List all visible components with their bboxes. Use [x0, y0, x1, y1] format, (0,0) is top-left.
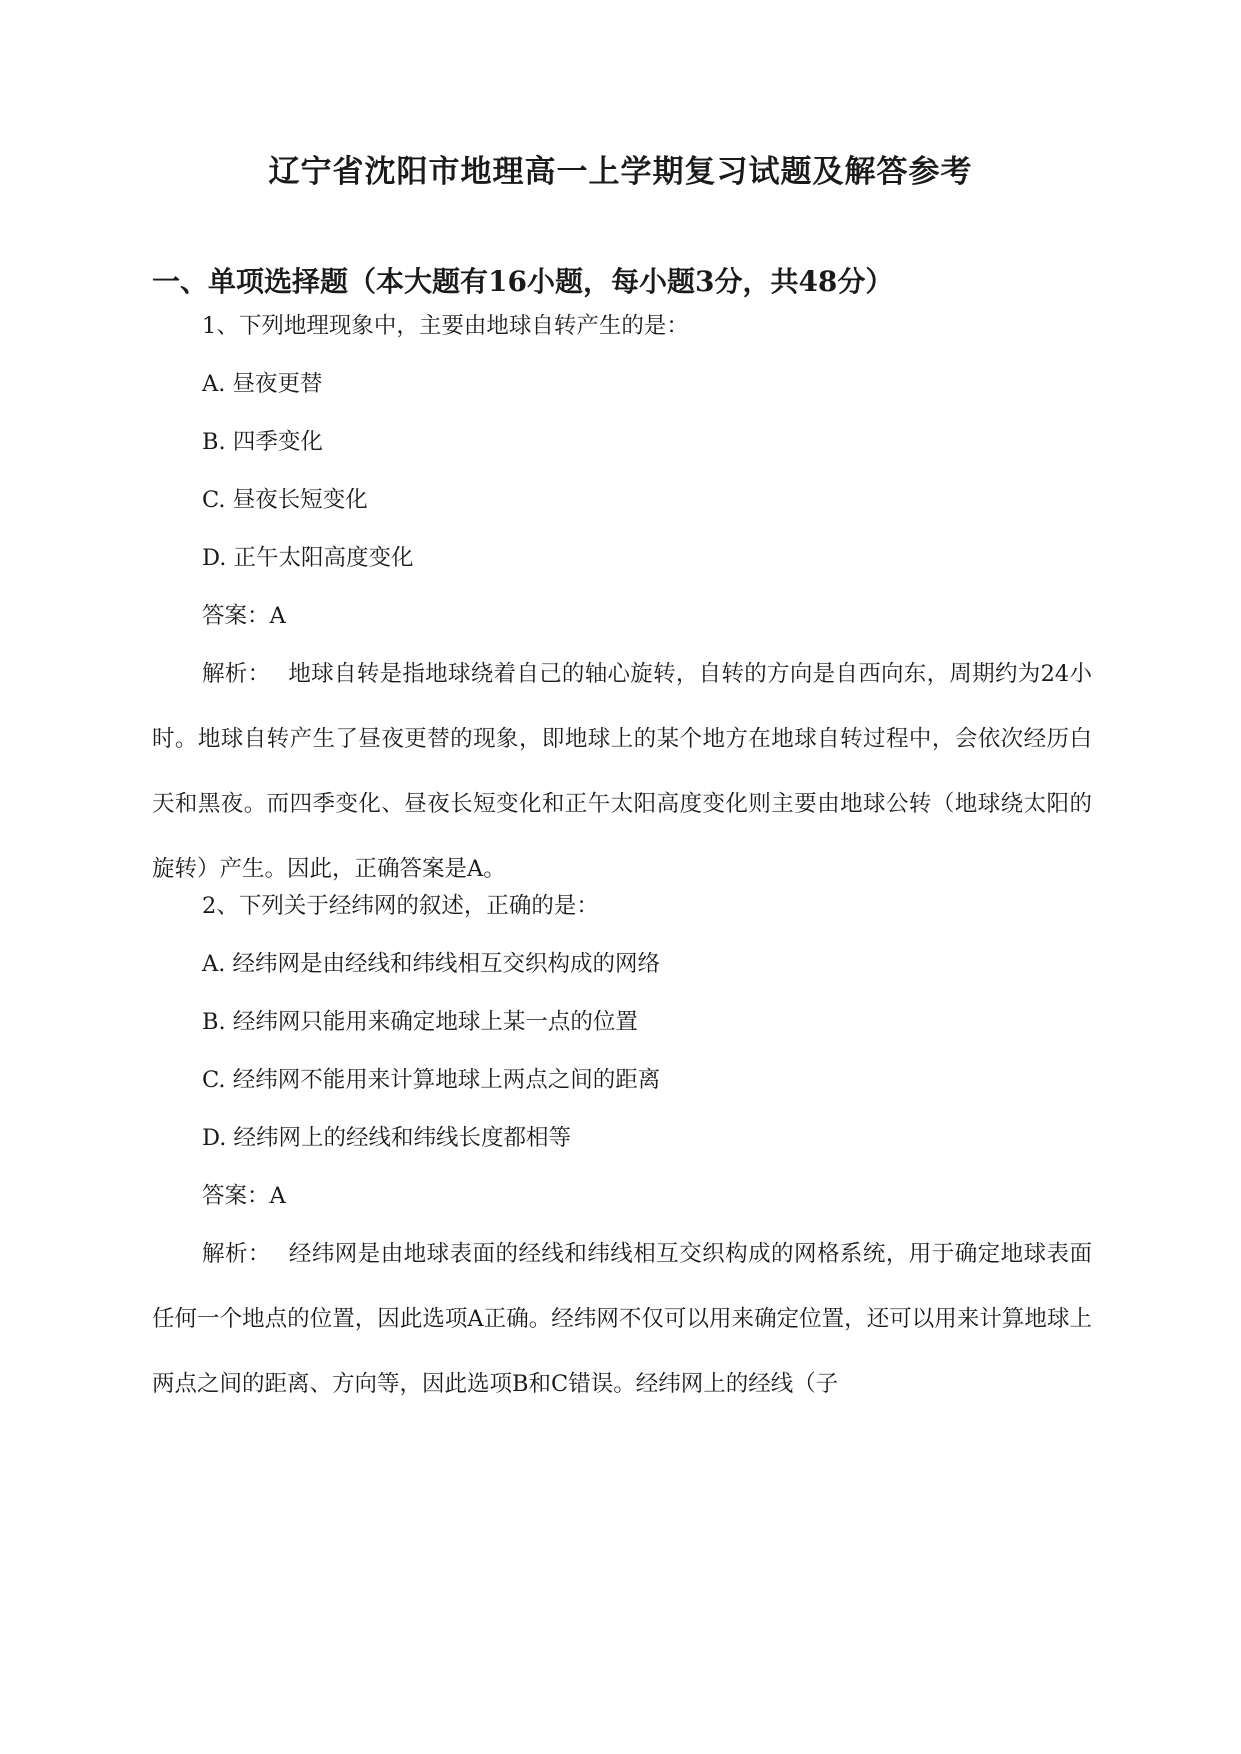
option-d: D. 正午太阳高度变化	[202, 545, 414, 571]
option-a: A. 昼夜更替	[202, 371, 323, 397]
analysis-paragraph	[152, 642, 1092, 902]
analysis-paragraph	[152, 1222, 1092, 1417]
option-c: C. 昼夜长短变化	[202, 487, 368, 513]
answer-line: 答案：A	[202, 1183, 286, 1209]
answer-line: 答案：A	[202, 603, 286, 629]
analysis-text: 地球自转是指地球绕着自己的轴心旋转，自转的方向是自西向东，周期约为24小时。地球自转产生了昼夜更替的现象，即地球上的某个地方在地球自转过程中，会依次经历白天和黑夜。而四季变化、昼夜长短变化和正午太阳高度变化则主要由地球公转（地球绕太阳的旋转）产生。因此，正确答案是A。	[152, 661, 1092, 882]
question-stem: 2、下列关于经纬网的叙述，正确的是：	[202, 893, 599, 919]
analysis-text: 经纬网是由地球表面的经线和纬线相互交织构成的网格系统，用于确定地球表面任何一个地点的位置，因此选项A正确。经纬网不仅可以用来确定位置，还可以用来计算地球上两点之间的距离、方向等，因此选项B和C错误。经纬网上的经线（子	[152, 1241, 1092, 1397]
option-a: A. 经纬网是由经线和纬线相互交织构成的网络	[202, 951, 661, 977]
option-b: B. 经纬网只能用来确定地球上某一点的位置	[202, 1009, 638, 1035]
page-title: 辽宁省沈阳市地理高一上学期复习试题及解答参考	[268, 154, 973, 190]
option-c: C. 经纬网不能用来计算地球上两点之间的距离	[202, 1067, 661, 1093]
section-heading: 一、单项选择题（本大题有16小题，每小题3分，共48分）	[152, 265, 894, 298]
option-d: D. 经纬网上的经线和纬线长度都相等	[202, 1125, 572, 1151]
option-b: B. 四季变化	[202, 429, 323, 455]
analysis-label: 解析：	[202, 1241, 271, 1267]
question-stem: 1、下列地理现象中，主要由地球自转产生的是：	[202, 313, 689, 339]
analysis-label: 解析：	[202, 661, 271, 687]
